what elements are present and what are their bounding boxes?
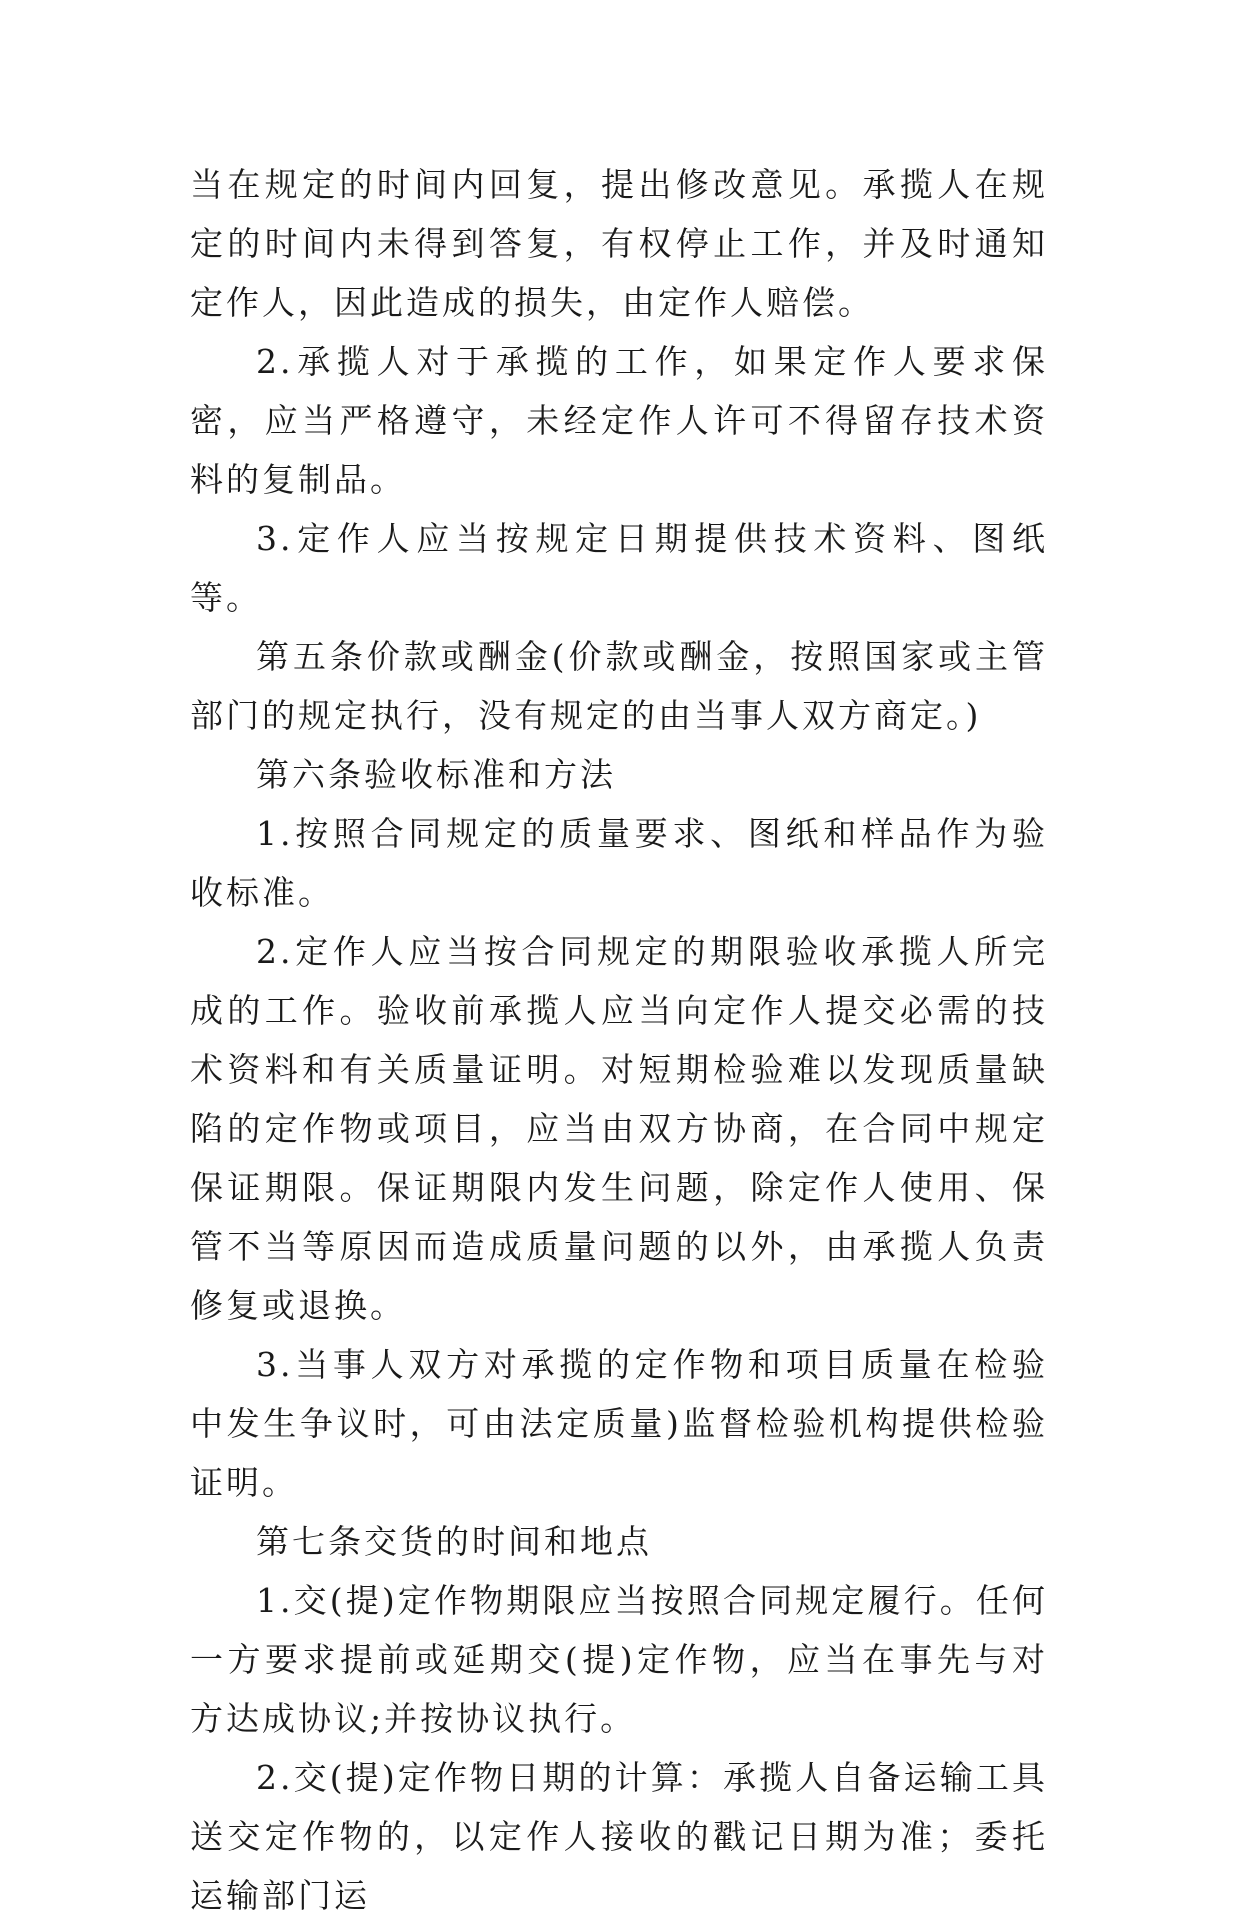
paragraph-2: 2.承揽人对于承揽的工作，如果定作人要求保密，应当严格遵守，未经定作人许可不得留存技术资料的复制品。 (190, 342, 1048, 499)
paragraph-11: 2.交(提)定作物日期的计算：承揽人自备运输工具送交定作物的，以定作人接收的戳记日期为准；委托运输部门运 (190, 1758, 1048, 1915)
document-body (190, 155, 1048, 1925)
section-heading-6: 第六条验收标准和方法 (256, 755, 616, 794)
paragraph-4: 第五条价款或酬金(价款或酬金，按照国家或主管部门的规定执行，没有规定的由当事人双方商定。) (190, 637, 1048, 735)
paragraph-6: 1.按照合同规定的质量要求、图纸和样品作为验收标准。 (190, 814, 1048, 912)
paragraph-3: 3.定作人应当按规定日期提供技术资料、图纸等。 (190, 519, 1048, 617)
paragraph-1: 当在规定的时间内回复，提出修改意见。承揽人在规定的时间内未得到答复，有权停止工作，并及时通知定作人，因此造成的损失，由定作人赔偿。 (190, 165, 1048, 322)
section-heading-7: 第七条交货的时间和地点 (256, 1522, 652, 1561)
paragraph-7: 2.定作人应当按合同规定的期限验收承揽人所完成的工作。验收前承揽人应当向定作人提交必需的技术资料和有关质量证明。对短期检验难以发现质量缺陷的定作物或项目，应当由双方协商，在合同中规定保证期限。保证期限内发生问题，除定作人使用、保管不当等原因而造成质量问题的以外，由承揽人负责修复或退换。 (190, 932, 1048, 1325)
paragraph-8: 3.当事人双方对承揽的定作物和项目质量在检验中发生争议时，可由法定质量)监督检验机构提供检验证明。 (190, 1345, 1048, 1502)
paragraph-10: 1.交(提)定作物期限应当按照合同规定履行。任何一方要求提前或延期交(提)定作物，应当在事先与对方达成协议;并按协议执行。 (190, 1581, 1048, 1738)
